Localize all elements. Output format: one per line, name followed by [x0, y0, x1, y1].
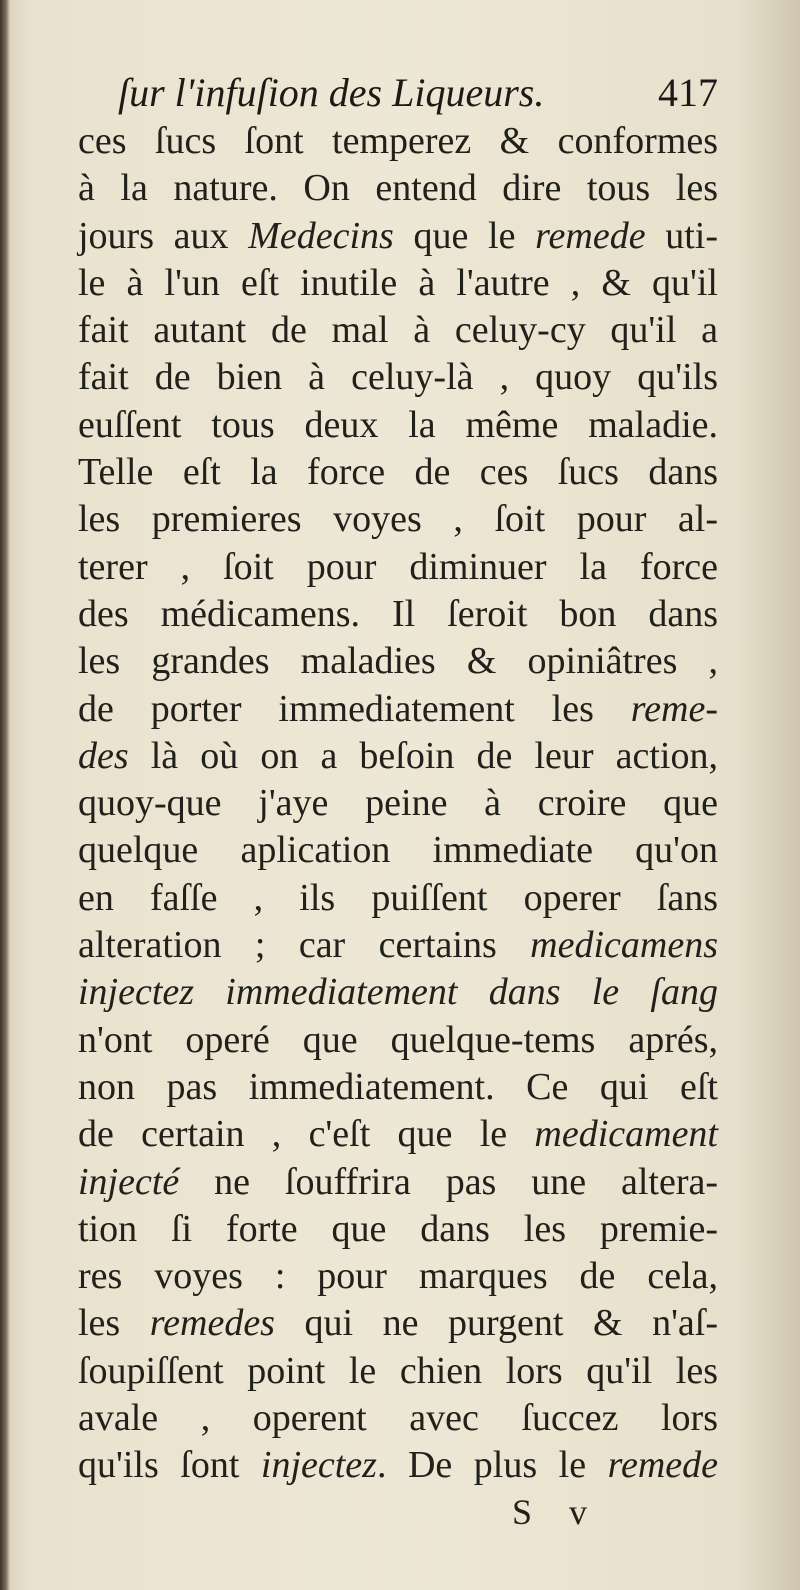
text-line	[78, 1442, 718, 1489]
running-title: ſur l'infuſion des Liqueurs.	[118, 70, 545, 115]
italic-segment: injectez immediatement dans le ſang	[78, 971, 718, 1014]
text-segment: les	[78, 1302, 150, 1345]
text-line	[78, 1395, 718, 1442]
text-line	[78, 591, 718, 638]
text-segment: qu'ils ſont	[78, 1444, 261, 1487]
text-segment: en faſſe , ils puiſſent operer ſans	[78, 876, 718, 919]
italic-segment: remede	[607, 1444, 718, 1487]
italic-segment: remedes	[149, 1302, 275, 1345]
text-segment: ſoupiſſent point le chien lors qu'il les	[78, 1349, 718, 1392]
text-segment: alteration ; car certains	[78, 924, 531, 967]
text-line	[78, 118, 718, 165]
text-line	[78, 1253, 718, 1300]
text-line	[78, 1159, 718, 1206]
text-segment: res voyes : pour marques de cela,	[78, 1255, 718, 1298]
body-text	[78, 118, 718, 1490]
text-line	[78, 686, 718, 733]
text-segment: les premieres voyes , ſoit pour al-	[78, 498, 718, 541]
text-segment: à la nature. On entend dire tous les	[78, 167, 718, 210]
text-segment: là où on a beſoin de leur action,	[128, 734, 718, 777]
text-segment: non pas immediatement. Ce qui eſt	[78, 1065, 718, 1108]
text-line	[78, 307, 718, 354]
text-segment: des médicamens. Il ſeroit bon dans	[78, 592, 718, 635]
text-segment: euſſent tous deux la même maladie.	[78, 403, 718, 446]
italic-segment: remede	[535, 214, 646, 257]
text-line	[78, 496, 718, 543]
italic-segment: medicament	[534, 1113, 718, 1156]
text-segment: de porter immediatement les	[78, 687, 631, 730]
text-segment: le à l'un eſt inutile à l'autre , & qu'il	[78, 261, 718, 304]
text-line	[78, 165, 718, 212]
page-number: 417	[658, 70, 718, 115]
italic-segment: medicamens	[530, 924, 718, 967]
text-line	[78, 969, 718, 1016]
text-line	[78, 449, 718, 496]
text-segment: terer , ſoit pour diminuer la force	[78, 545, 718, 588]
text-segment: fait de bien à celuy-là , quoy qu'ils	[78, 356, 718, 399]
text-segment: ne ſouffrira pas une altera-	[179, 1160, 718, 1203]
text-segment: quelque aplication immediate qu'on	[78, 829, 718, 872]
text-segment: ces ſucs ſont temperez & conformes	[78, 120, 718, 162]
signature-mark: S v	[512, 1492, 602, 1532]
text-line	[78, 213, 718, 260]
text-line	[78, 1300, 718, 1347]
text-line	[78, 922, 718, 969]
text-line	[78, 402, 718, 449]
text-line	[78, 354, 718, 401]
text-line	[78, 780, 718, 827]
text-line	[78, 827, 718, 874]
text-line	[78, 1206, 718, 1253]
text-segment: jours aux	[78, 214, 249, 257]
text-segment: avale , operent avec ſuccez lors	[78, 1397, 718, 1440]
page-header	[118, 68, 718, 118]
text-segment: que le	[393, 214, 536, 257]
text-segment: tion ſi forte que dans les premie-	[78, 1207, 718, 1250]
text-segment: Telle eſt la force de ces ſucs dans	[78, 451, 718, 494]
text-line	[78, 1348, 718, 1395]
text-segment: de certain , c'eſt que le	[78, 1113, 535, 1156]
italic-segment: reme-	[630, 687, 718, 730]
text-segment: uti-	[645, 214, 719, 257]
text-line	[78, 1064, 718, 1111]
italic-segment: injecté	[78, 1160, 180, 1203]
text-segment: n'ont operé que quelque-tems aprés,	[78, 1018, 718, 1061]
page-gutter-shadow	[0, 0, 10, 1590]
text-line	[78, 638, 718, 685]
text-segment: quoy-que j'aye peine à croire que	[78, 782, 718, 825]
text-line	[78, 260, 718, 307]
text-segment: qui ne purgent & n'aſ-	[274, 1302, 718, 1345]
text-segment: . De plus le	[376, 1444, 608, 1487]
text-segment: les grandes maladies & opiniâtres ,	[78, 640, 718, 683]
text-line	[78, 544, 718, 591]
text-line	[78, 1017, 718, 1064]
text-line	[78, 733, 718, 780]
text-line	[78, 875, 718, 922]
text-segment: fait autant de mal à celuy-cy qu'il a	[78, 309, 718, 352]
italic-segment: injectez	[260, 1444, 377, 1487]
italic-segment: Medecins	[248, 214, 394, 257]
text-line	[78, 1111, 718, 1158]
italic-segment: des	[78, 734, 129, 777]
